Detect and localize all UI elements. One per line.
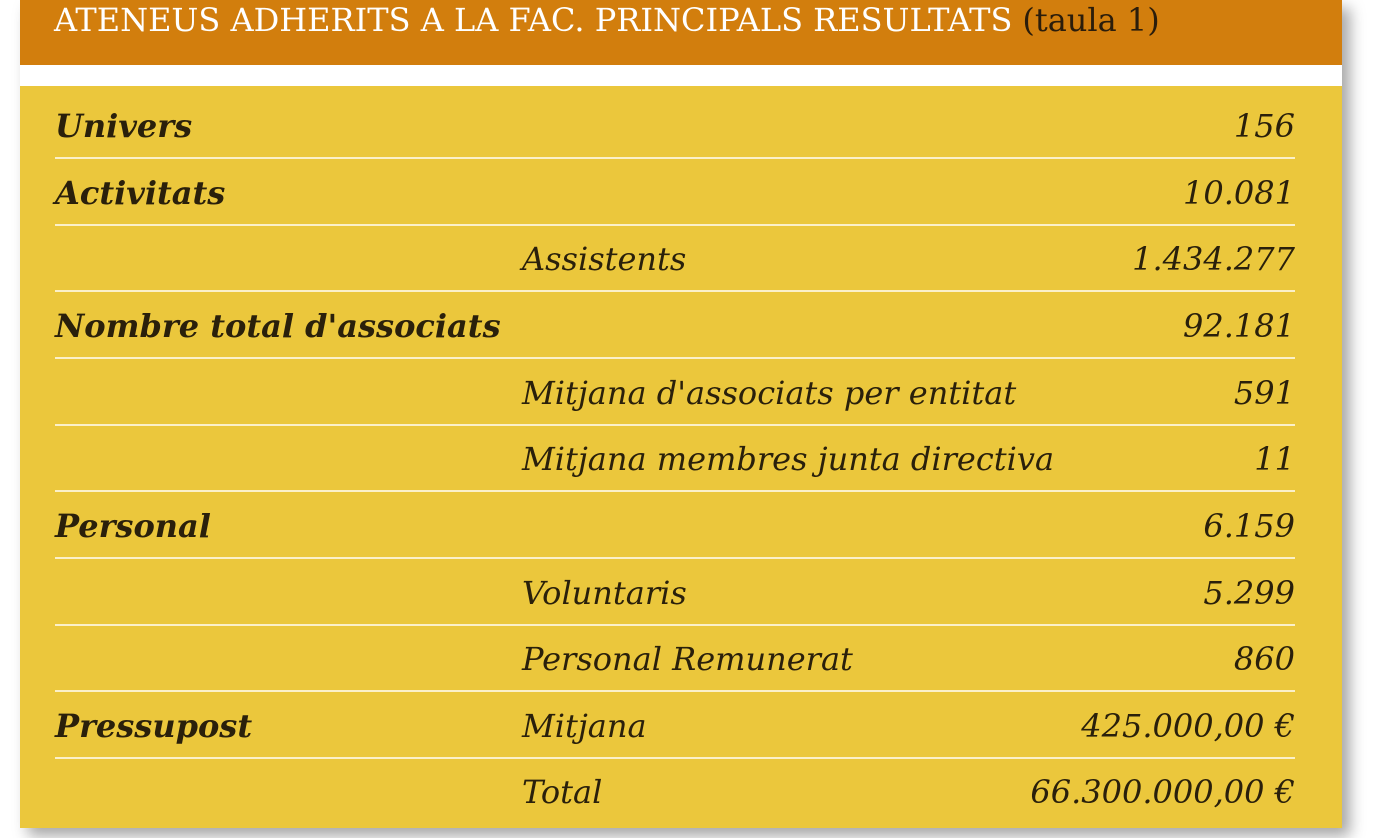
- row-value: 156: [1233, 107, 1295, 145]
- row-value: 11: [1254, 440, 1295, 478]
- row-value: 5.299: [1203, 574, 1295, 612]
- table-title-suffix: (taula 1): [1022, 1, 1160, 39]
- row-sublabel: Personal Remunerat: [522, 640, 853, 678]
- row-sublabel: Voluntaris: [522, 574, 687, 612]
- row-sublabel: Mitjana membres junta directiva: [522, 440, 1055, 478]
- results-table-card: [20, 0, 1342, 828]
- table-row: [55, 493, 1295, 559]
- row-sublabel: Mitjana d'associats per entitat: [522, 374, 1017, 412]
- table-row: [55, 560, 1295, 626]
- row-sublabel: Total: [522, 773, 603, 811]
- table-title: ATENEUS ADHERITS A LA FAC. PRINCIPALS RESULTATS: [54, 1, 1013, 39]
- row-value: 591: [1233, 374, 1295, 412]
- row-value: 92.181: [1183, 307, 1295, 345]
- table-title-bar: [20, 0, 1342, 65]
- table-row: [55, 626, 1295, 692]
- table-row: [55, 693, 1295, 759]
- results-table: [20, 86, 1342, 828]
- row-value: 860: [1233, 640, 1295, 678]
- row-label: Activitats: [55, 174, 226, 212]
- row-label: Nombre total d'associats: [55, 307, 501, 345]
- row-label: Personal: [55, 507, 211, 545]
- row-value: 1.434.277: [1132, 240, 1295, 278]
- row-sublabel: Assistents: [522, 240, 687, 278]
- row-label: Univers: [55, 107, 193, 145]
- table-row: [55, 293, 1295, 359]
- table-row: [55, 360, 1295, 426]
- row-value: 10.081: [1183, 174, 1295, 212]
- table-row: [55, 93, 1295, 159]
- table-row: [55, 226, 1295, 292]
- row-sublabel: Mitjana: [522, 707, 647, 745]
- table-row: [55, 759, 1295, 825]
- row-value: 425.000,00 €: [1081, 707, 1295, 745]
- row-value: 66.300.000,00 €: [1030, 773, 1295, 811]
- table-row: [55, 426, 1295, 492]
- title-gap: [20, 65, 1342, 86]
- table-row: [55, 160, 1295, 226]
- row-value: 6.159: [1203, 507, 1295, 545]
- row-label: Pressupost: [55, 707, 253, 745]
